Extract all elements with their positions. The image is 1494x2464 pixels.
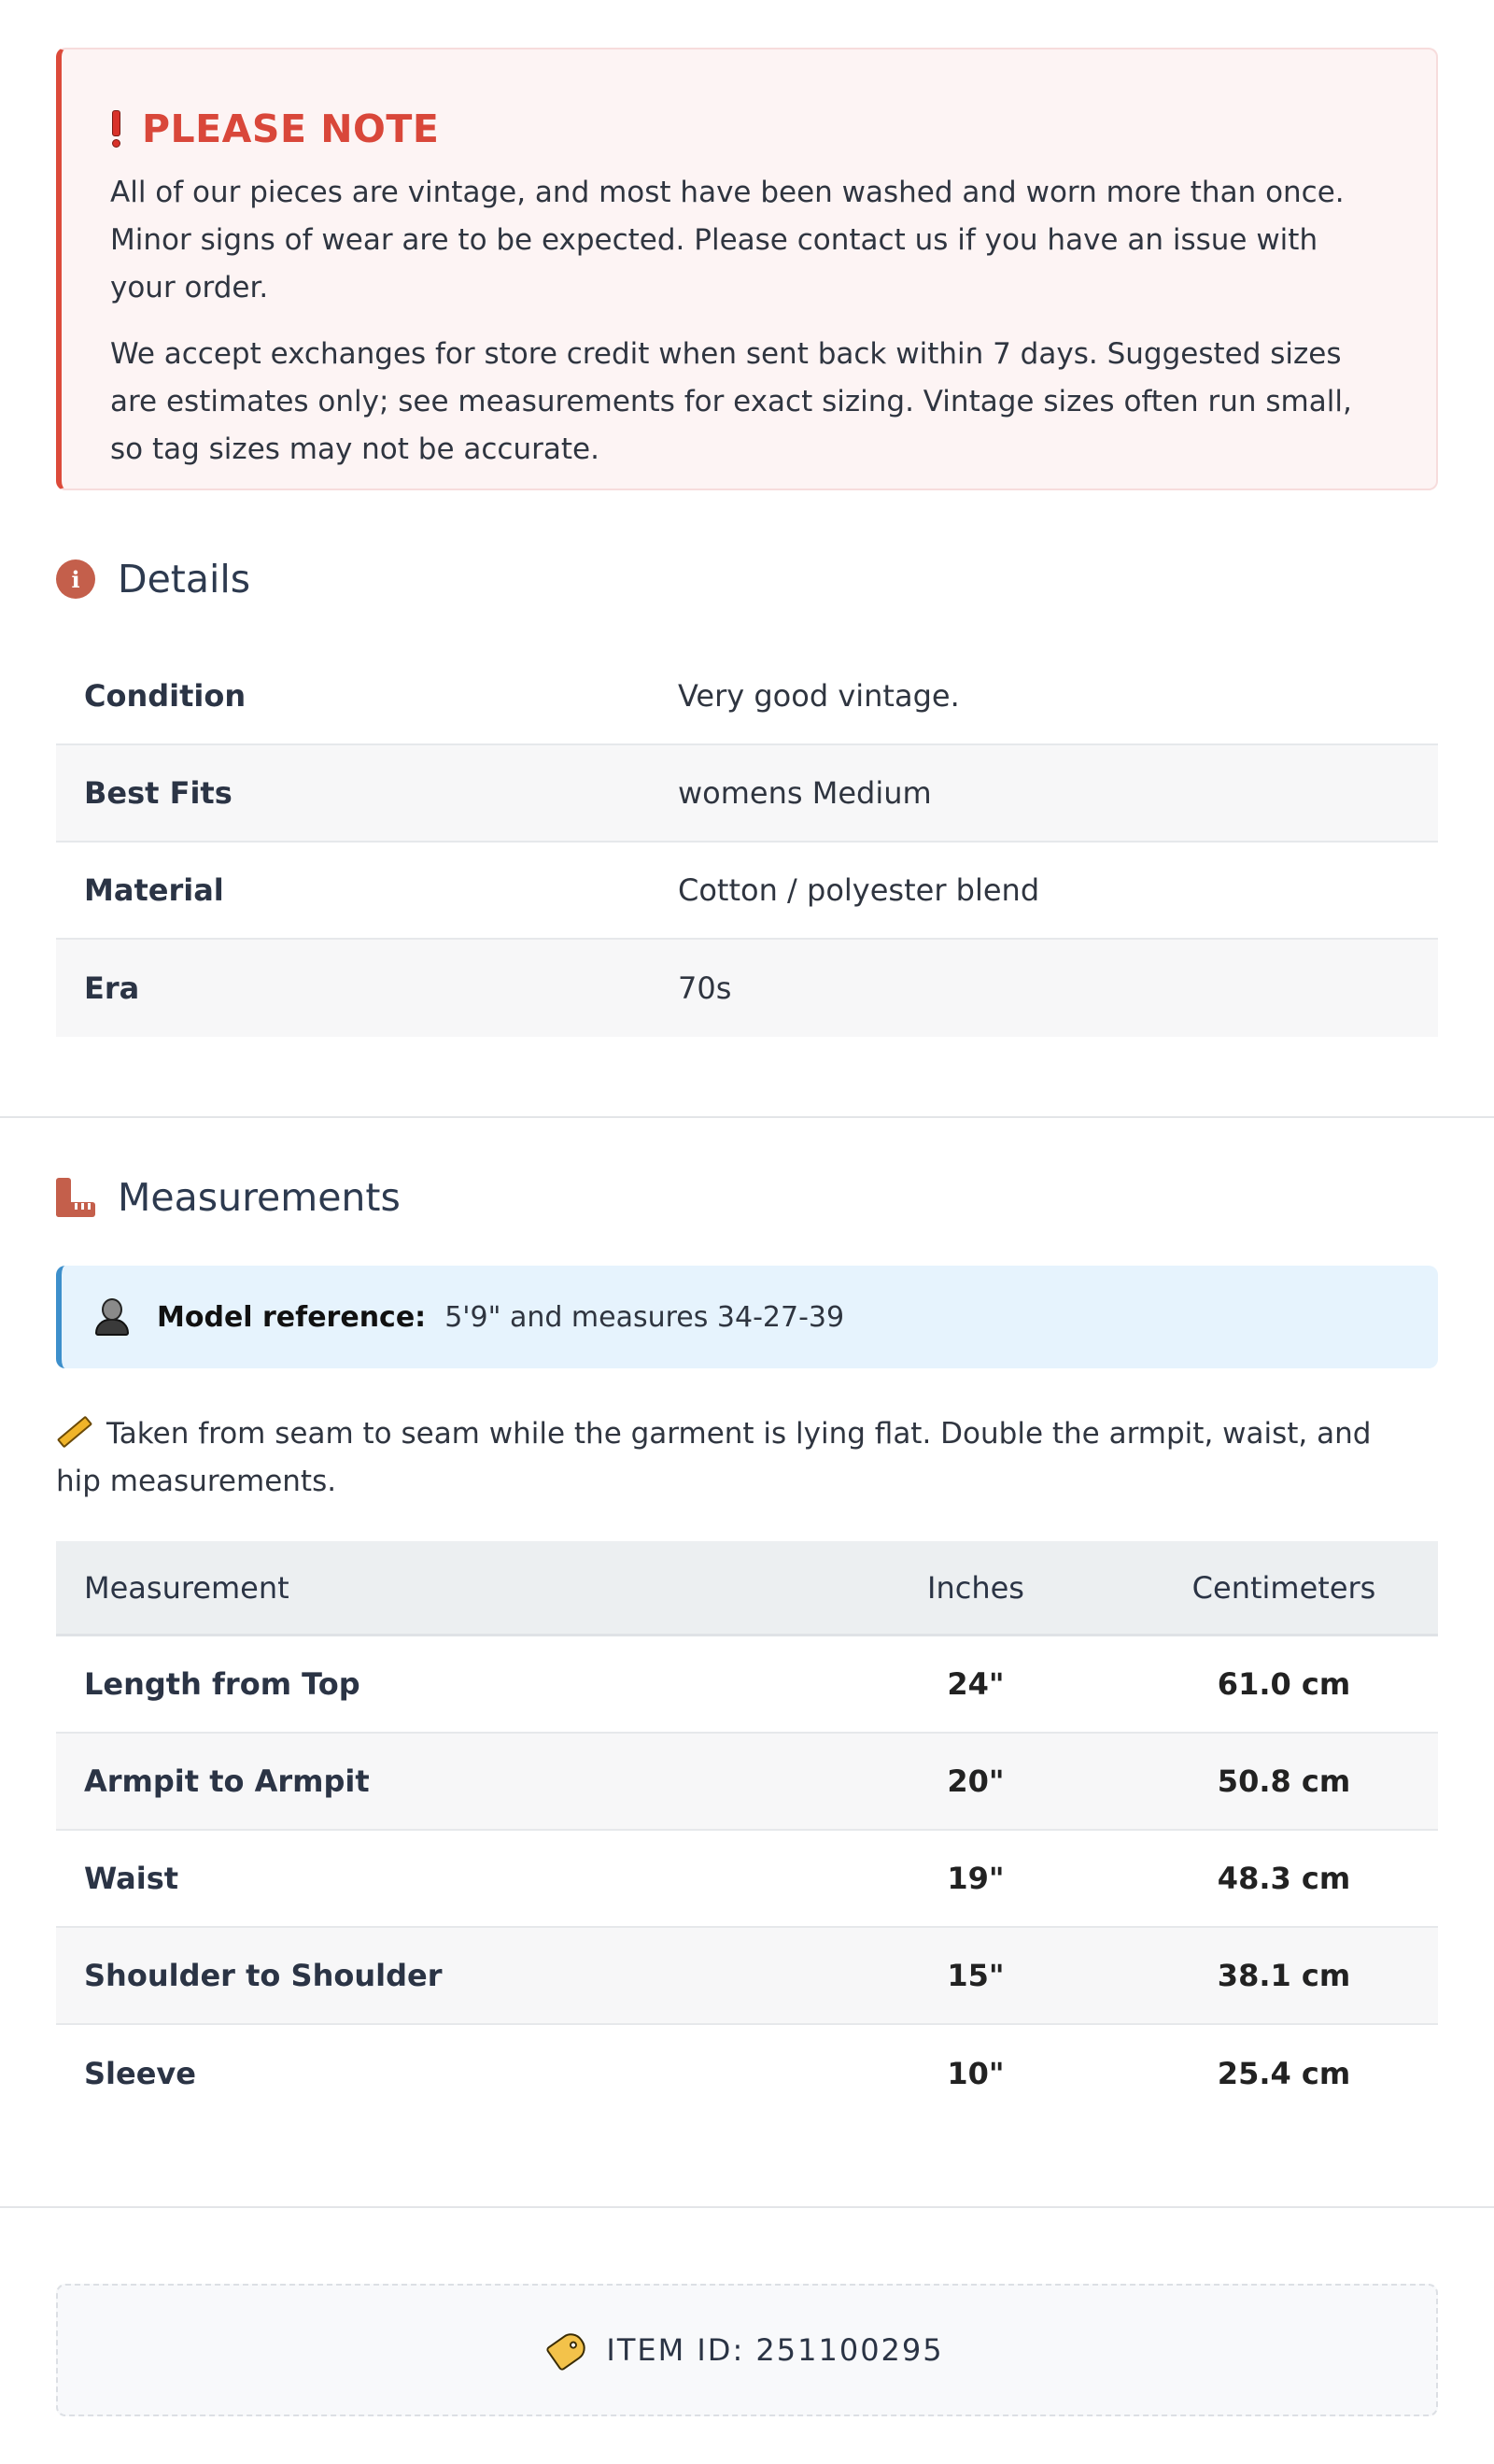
- item-id-box: [56, 2284, 1438, 2416]
- note-title: PLEASE NOTE: [142, 106, 440, 151]
- details-heading-label: Details: [118, 557, 251, 602]
- measurements-table: [56, 1541, 1438, 2122]
- person-icon: [95, 1298, 129, 1336]
- details-value: Very good vintage.: [678, 678, 960, 714]
- note-paragraph-1: All of our pieces are vintage, and most have been washed and worn more than once. Minor signs of wear are to be expected. Please contact us if you have an issue with your order.: [110, 176, 1345, 304]
- measurement-cm: 25.4 cm: [1217, 2056, 1351, 2091]
- note-title-row: [110, 106, 1388, 152]
- measurement-name: Waist: [84, 1861, 179, 1896]
- column-header-measurement: Measurement: [84, 1569, 289, 1606]
- model-reference-box: [56, 1266, 1438, 1368]
- measurement-name: Length from Top: [84, 1666, 360, 1702]
- price-tag-icon: [545, 2329, 590, 2372]
- details-value: womens Medium: [678, 775, 932, 811]
- column-header-centimeters: Centimeters: [1191, 1569, 1376, 1606]
- table-row: [56, 1734, 1438, 1831]
- item-id-text: ITEM ID: 251100295: [606, 2332, 944, 2368]
- measurement-cm: 61.0 cm: [1217, 1666, 1351, 1702]
- measurement-inches: 15": [947, 1958, 1005, 1993]
- measurement-cm: 38.1 cm: [1217, 1958, 1351, 1993]
- info-icon: i: [56, 559, 95, 599]
- model-reference-label: Model reference:: [157, 1300, 427, 1334]
- details-value: Cotton / polyester blend: [678, 872, 1040, 908]
- note-paragraph-2: We accept exchanges for store credit when sent back within 7 days. Suggested sizes are estimates only; see measurements for exact sizing. Vintage sizes often run small, so tag sizes may not be accurate.: [110, 337, 1352, 466]
- measurement-name: Shoulder to Shoulder: [84, 1958, 443, 1993]
- table-row: [56, 2025, 1438, 2122]
- details-label: Best Fits: [84, 775, 233, 811]
- measurement-inches: 19": [947, 1861, 1005, 1896]
- details-label: Era: [84, 970, 140, 1006]
- details-value: 70s: [678, 970, 732, 1006]
- measurements-heading-label: Measurements: [118, 1175, 401, 1220]
- details-row: [56, 745, 1438, 843]
- ruler-icon: [56, 1178, 95, 1217]
- table-row: [56, 1831, 1438, 1928]
- measurement-cm: 48.3 cm: [1217, 1861, 1351, 1896]
- measurement-hint: [56, 1410, 1382, 1506]
- details-heading: [56, 557, 250, 602]
- please-note-box: [56, 48, 1438, 490]
- measurements-heading: [56, 1175, 401, 1220]
- measurement-cm: 50.8 cm: [1217, 1763, 1351, 1799]
- measurement-hint-text: Taken from seam to seam while the garment is lying flat. Double the armpit, waist, and hip measurements.: [56, 1417, 1372, 1498]
- details-row: [56, 843, 1438, 940]
- exclamation-icon: [110, 110, 121, 148]
- details-row: [56, 940, 1438, 1037]
- table-row: [56, 1636, 1438, 1734]
- measurement-inches: 20": [947, 1763, 1005, 1799]
- column-header-inches: Inches: [927, 1569, 1024, 1606]
- section-divider: [0, 2206, 1494, 2208]
- table-row: [56, 1928, 1438, 2025]
- measurement-inches: 10": [947, 2056, 1005, 2091]
- details-table: [56, 648, 1438, 1037]
- measurement-name: Armpit to Armpit: [84, 1763, 370, 1799]
- measurement-inches: 24": [947, 1666, 1005, 1702]
- details-label: Condition: [84, 678, 247, 714]
- section-divider: [0, 1116, 1494, 1118]
- details-row: [56, 648, 1438, 745]
- details-label: Material: [84, 872, 224, 908]
- pencil-icon: [57, 1415, 92, 1448]
- table-header: [56, 1541, 1438, 1636]
- model-reference-value: 5'9" and measures 34-27-39: [444, 1300, 845, 1334]
- measurement-name: Sleeve: [84, 2056, 196, 2091]
